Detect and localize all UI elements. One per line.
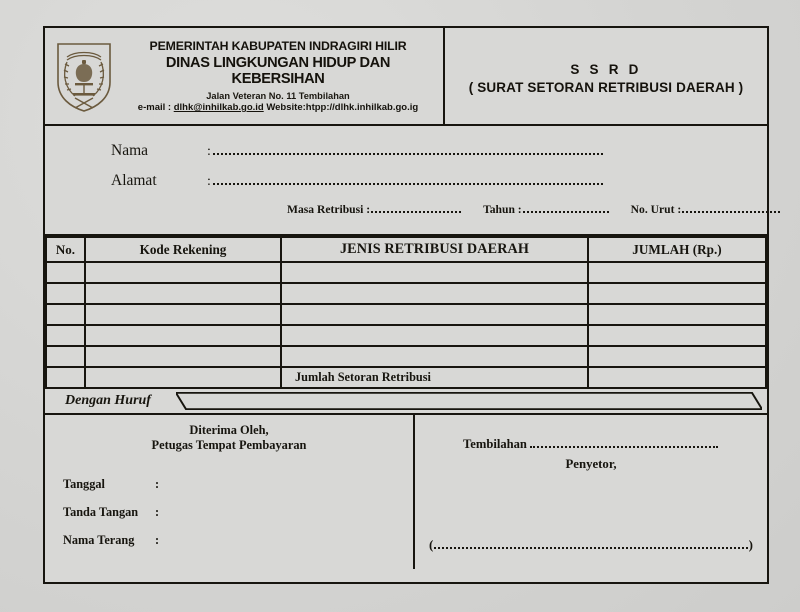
total-cell-kode (85, 367, 281, 388)
organization-text (119, 40, 443, 113)
cell-no[interactable] (46, 346, 85, 367)
cell-jenis[interactable] (281, 325, 588, 346)
form-abbreviation: S S R D (570, 61, 642, 77)
close-paren: ) (748, 537, 753, 552)
cell-jenis[interactable] (281, 304, 588, 325)
table-row (46, 304, 766, 325)
masa-retribusi-group (287, 202, 461, 216)
cell-kode[interactable] (85, 325, 281, 346)
no-urut-input[interactable] (682, 202, 780, 213)
email-address: dlhk@inhilkab.go.id (173, 102, 264, 114)
tahun-group (483, 202, 609, 216)
tanda-tangan-row (63, 505, 309, 520)
diterima-oleh-label: Diterima Oleh, (189, 423, 269, 437)
total-cell-no (46, 367, 85, 388)
tahun-input[interactable] (523, 202, 609, 213)
no-urut-label: No. Urut : (630, 203, 682, 216)
tanggal-row (63, 477, 309, 492)
table-row (46, 262, 766, 283)
form-header (45, 28, 767, 126)
receiver-fields (63, 477, 309, 561)
alamat-row (111, 172, 711, 190)
table-row (46, 325, 766, 346)
footer-section (45, 415, 767, 569)
cell-kode[interactable] (85, 262, 281, 283)
tanda-tangan-colon: : (155, 505, 160, 519)
nama-colon: : (207, 144, 211, 159)
penyetor-label: Penyetor, (565, 457, 617, 471)
cell-no[interactable] (46, 304, 85, 325)
table-total-row (46, 367, 766, 388)
period-meta-row (287, 202, 780, 216)
tembilahan-date-input[interactable] (530, 437, 718, 448)
cell-jenis[interactable] (281, 346, 588, 367)
nama-label: Nama (111, 142, 149, 159)
tanggal-input[interactable] (159, 477, 309, 492)
dengan-huruf-label: Dengan Huruf (65, 393, 151, 408)
cell-kode[interactable] (85, 304, 281, 325)
cell-no[interactable] (46, 283, 85, 304)
receiver-panel (45, 415, 415, 569)
masa-retribusi-label: Masa Retribusi : (287, 203, 371, 216)
nama-terang-row (63, 533, 309, 548)
cell-jumlah[interactable] (588, 304, 766, 325)
header-title-block (445, 28, 767, 124)
penyetor-name-input[interactable] (434, 538, 747, 549)
cell-jumlah[interactable] (588, 325, 766, 346)
email-prefix: e-mail : (137, 102, 174, 114)
tanda-tangan-label: Tanda Tangan (63, 505, 139, 519)
table-header-row (46, 237, 766, 262)
cell-kode[interactable] (85, 283, 281, 304)
no-urut-group (631, 202, 781, 216)
form-title: ( SURAT SETORAN RETRIBUSI DAERAH ) (468, 79, 744, 95)
dengan-huruf-row (45, 389, 767, 415)
cell-no[interactable] (46, 262, 85, 283)
cell-jumlah[interactable] (588, 262, 766, 283)
penyetor-name-row (429, 537, 753, 553)
government-name: PEMERINTAH KABUPATEN INDRAGIRI HILIR (149, 39, 407, 54)
cell-jumlah[interactable] (588, 346, 766, 367)
website-address: Website:htpp://dlhk.inhilkab.go.ig (263, 102, 419, 114)
tembilahan-row (463, 437, 718, 452)
cell-jumlah[interactable] (588, 283, 766, 304)
ssrd-form (43, 26, 769, 584)
nama-terang-colon: : (155, 533, 160, 547)
column-header-jenis-retribusi: JENIS RETRIBUSI DAERAH (281, 237, 588, 262)
regency-coat-of-arms-icon (53, 40, 115, 114)
header-organization-block (45, 28, 445, 124)
column-header-no: No. (46, 237, 85, 262)
alamat-colon: : (207, 174, 211, 189)
table-row (46, 283, 766, 304)
tanda-tangan-input[interactable] (159, 505, 309, 520)
nama-row (111, 142, 711, 160)
masa-retribusi-input[interactable] (371, 202, 461, 213)
cell-jenis[interactable] (281, 262, 588, 283)
nama-terang-label: Nama Terang (63, 533, 135, 547)
nama-input[interactable] (213, 142, 603, 155)
alamat-label: Alamat (111, 172, 157, 189)
cell-no[interactable] (46, 325, 85, 346)
nama-terang-input[interactable] (159, 533, 309, 548)
table-row (46, 346, 766, 367)
depositor-panel (415, 415, 767, 569)
column-header-kode-rekening: Kode Rekening (85, 237, 281, 262)
office-address: Jalan Veteran No. 11 Tembilahan (206, 90, 350, 101)
dengan-huruf-input[interactable] (176, 392, 762, 410)
tembilahan-label: Tembilahan (463, 437, 527, 451)
table-body (46, 262, 766, 388)
column-header-jumlah: JUMLAH (Rp.) (588, 237, 766, 262)
identity-section (45, 126, 767, 236)
department-name: DINAS LINGKUNGAN HIDUP DAN KEBERSIHAN (165, 55, 391, 88)
total-cell-jenis: Jumlah Setoran Retribusi (281, 367, 588, 388)
total-cell-jumlah (588, 367, 766, 388)
alamat-input[interactable] (213, 172, 603, 185)
cell-kode[interactable] (85, 346, 281, 367)
office-contact (119, 103, 437, 114)
petugas-label: Petugas Tempat Pembayaran (151, 438, 307, 452)
cell-jenis[interactable] (281, 283, 588, 304)
tanggal-colon: : (155, 477, 160, 491)
retribution-table (45, 236, 767, 389)
tanggal-label: Tanggal (63, 477, 105, 491)
open-paren: ( (429, 537, 434, 552)
tahun-label: Tahun : (483, 203, 522, 216)
